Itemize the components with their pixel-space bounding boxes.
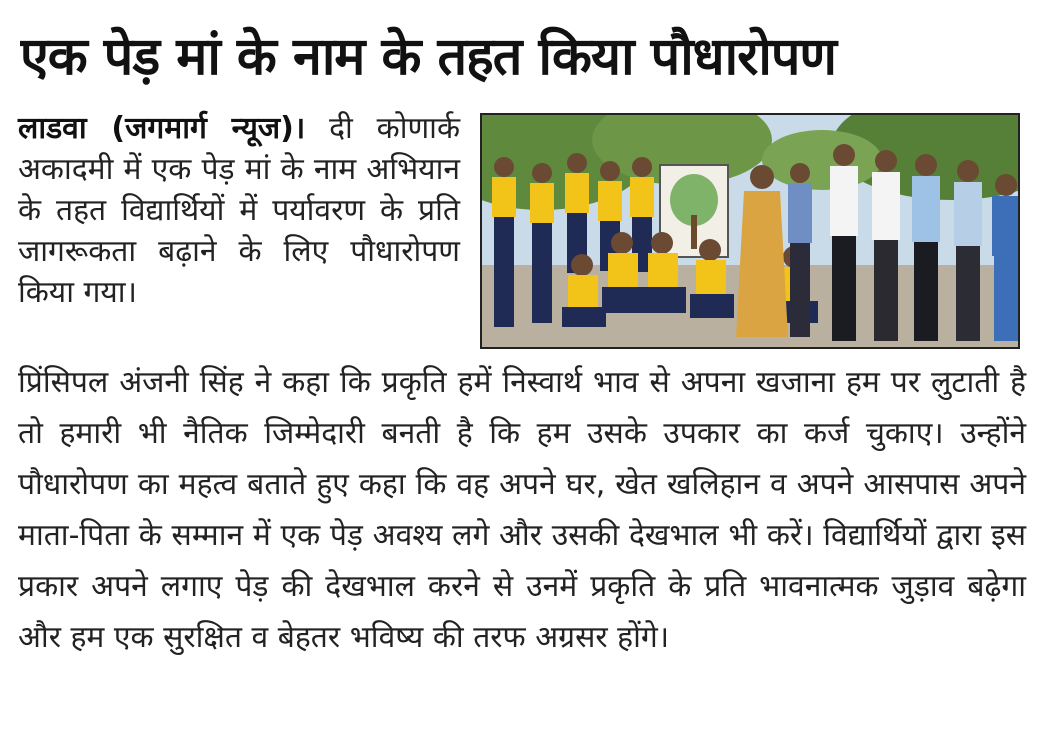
headline: एक पेड़ मां के नाम के तहत किया पौधारोपण (20, 27, 836, 87)
news-photo (480, 113, 1020, 349)
lead-text: दी कोणार्क अकादमी में एक पेड़ मां के नाम अभियान के तहत विद्यार्थियों में पर्यावरण के प्रति जागरूकता बढ़ाने के लिए पौधारोपण किया गया। (18, 111, 460, 310)
group-photo-icon (482, 115, 1018, 347)
dateline: लाडवा (जगमार्ग न्यूज)। (18, 111, 306, 146)
body-paragraph: प्रिंसिपल अंजनी सिंह ने कहा कि प्रकृति हमें निस्वार्थ भाव से अपना खजाना हम पर लुटाती है तो हमारी भी नैतिक जिम्मेदारी बनती है कि हम उसके उपकार का कर्ज चुकाए। उन्होंने पौधारोपण का महत्व बताते हुए कहा कि वह अपने घर, खेत खलिहान व अपने आसपास अपने माता-पिता के सम्मान में एक पेड़ अवश्य लगे और उसकी देखभाल भी करें। विद्यार्थियों द्वारा इस प्रकार अपने लगाए पेड़ की देखभाल करने से उनमें प्रकृति के प्रति भावनात्मक जुड़ाव बढ़ेगा और हम एक सुरक्षित व बेहतर भविष्य की तरफ अग्रसर होंगे। (18, 365, 1026, 655)
lead-paragraph (18, 108, 460, 313)
